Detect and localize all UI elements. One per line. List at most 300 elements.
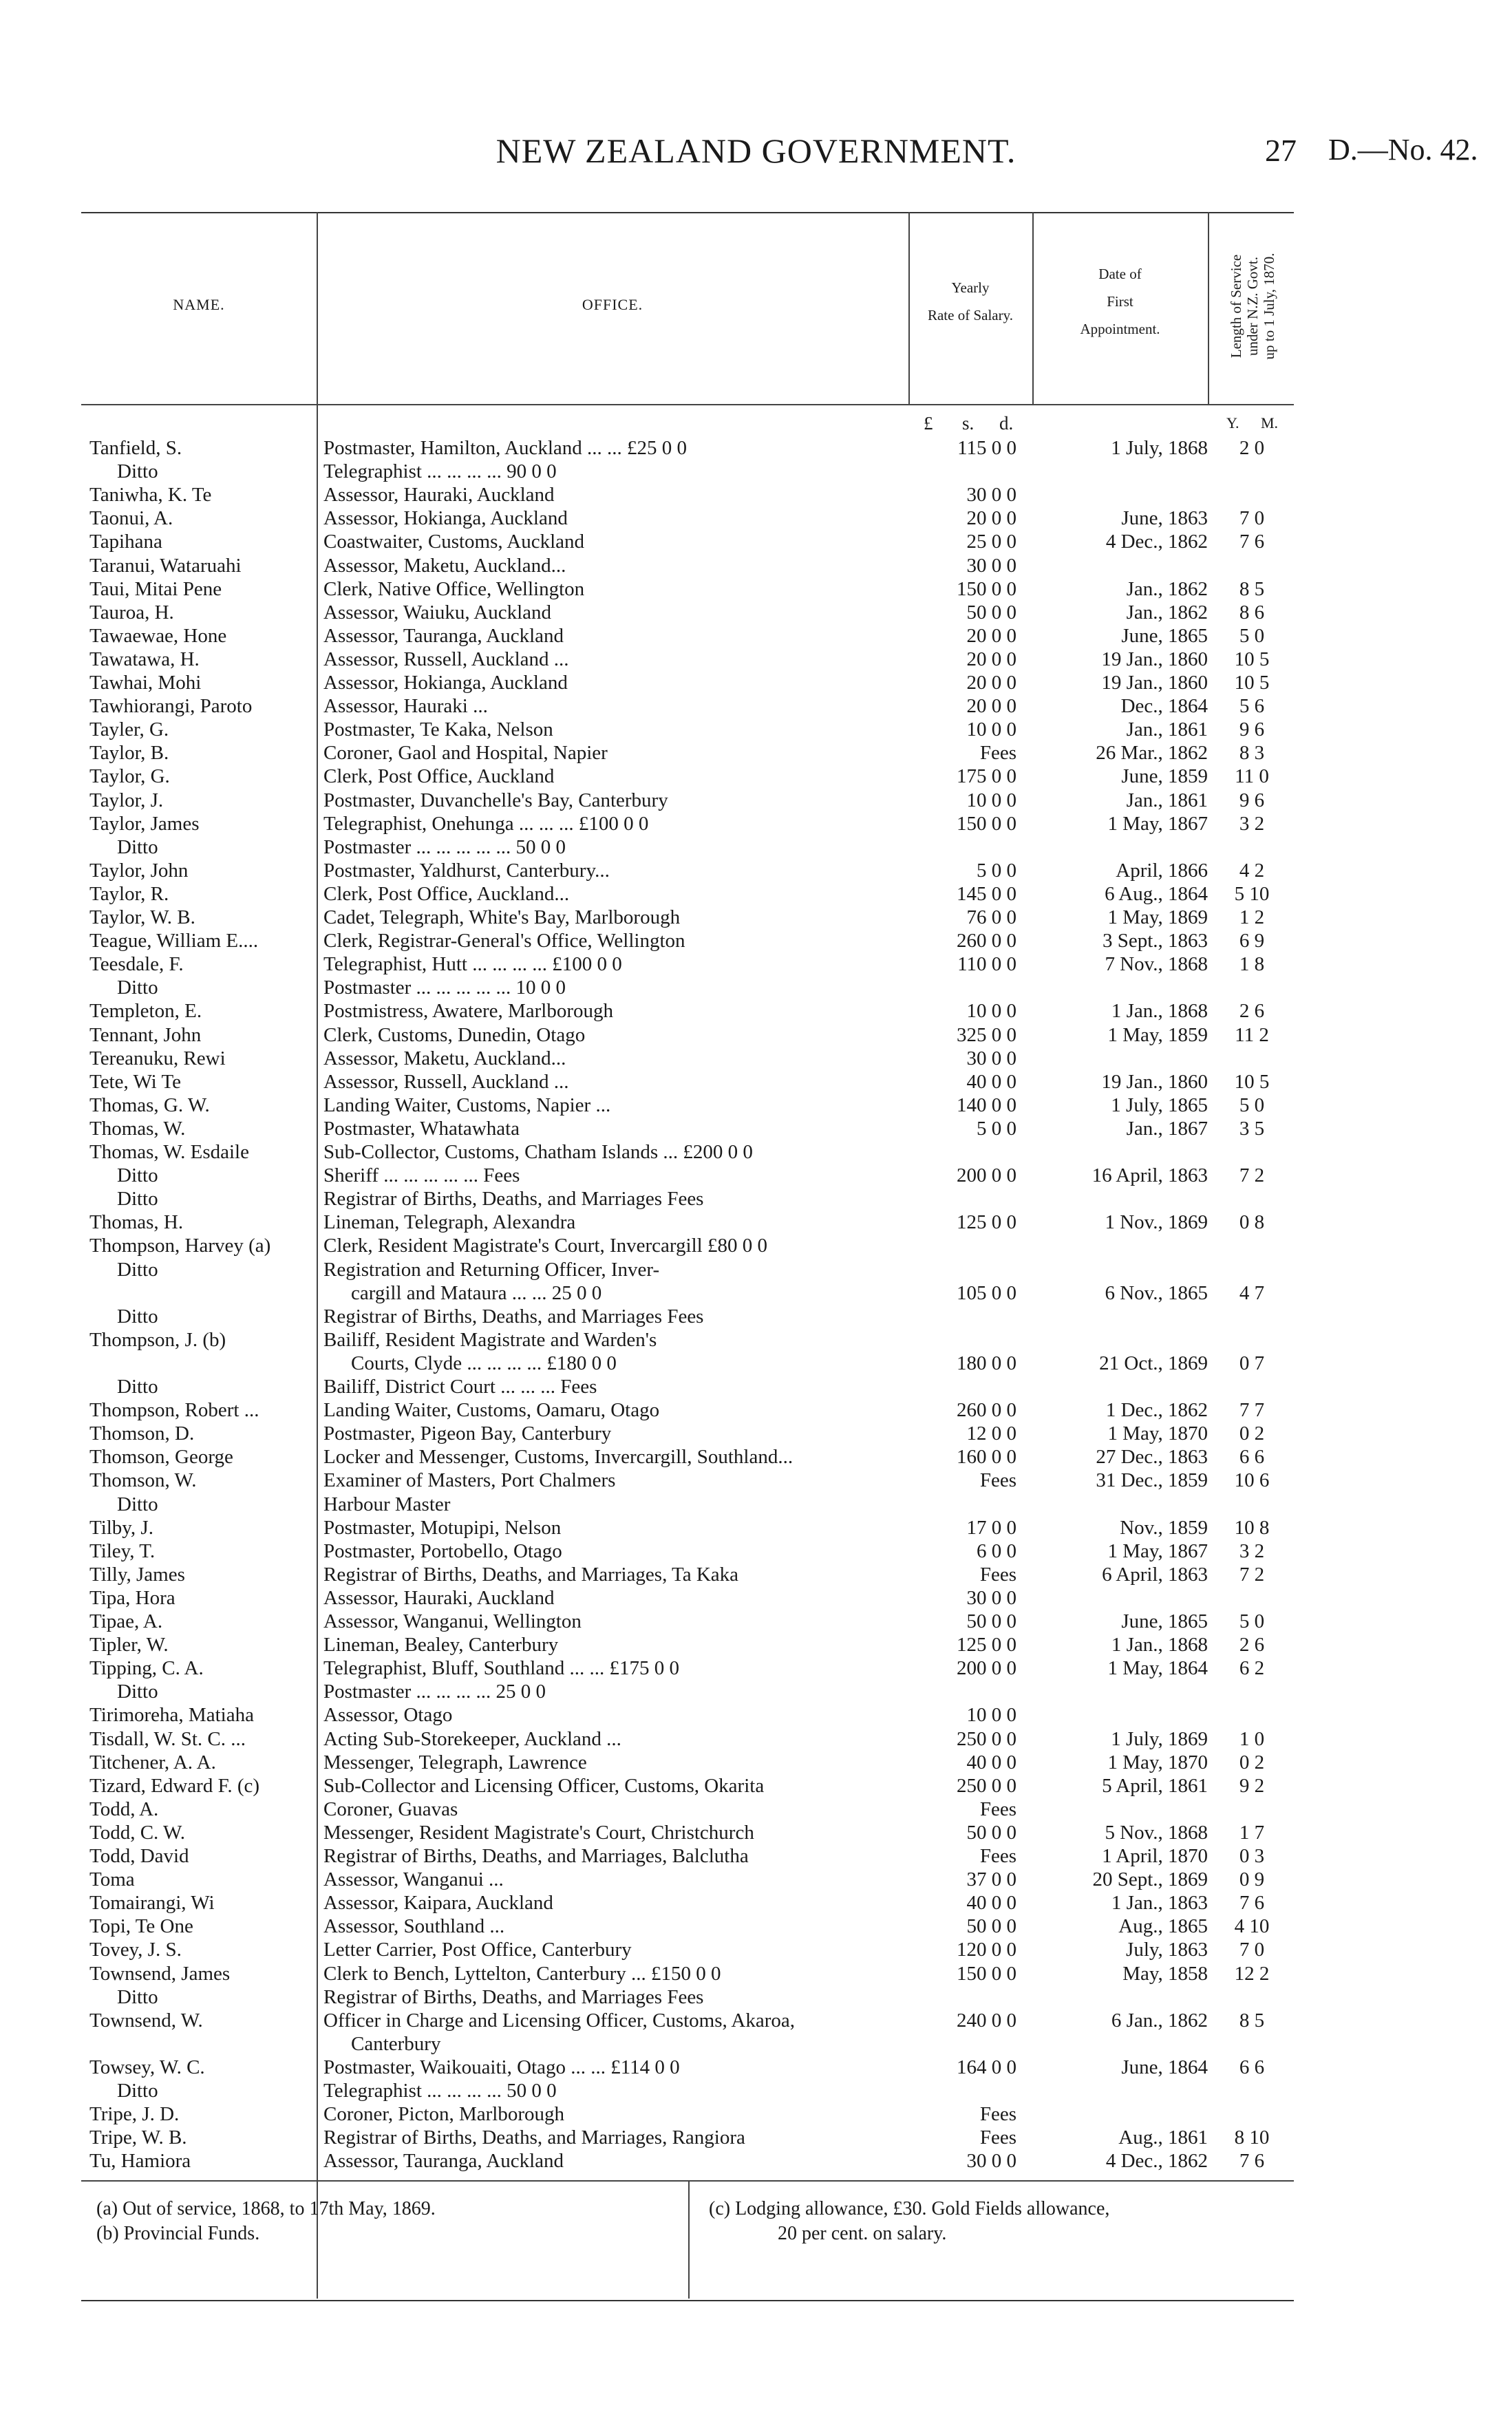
row-service: 6 9 [1239, 930, 1265, 952]
row-service: 6 2 [1239, 1657, 1265, 1680]
table-row [0, 601, 1512, 624]
row-office: Telegraphist ... ... ... ... 50 0 0 [323, 2080, 557, 2102]
row-date: 1 May, 1870 [1107, 1422, 1208, 1445]
row-name: Taylor, John [89, 859, 189, 882]
row-date: July, 1863 [1126, 1939, 1208, 1961]
row-service: 5 10 [1234, 882, 1270, 905]
row-office: Acting Sub-Storekeeper, Auckland ... [323, 1727, 621, 1750]
table-row [0, 2009, 1512, 2032]
row-service: 0 2 [1239, 1422, 1265, 1445]
row-name: Ditto [117, 1376, 158, 1398]
row-office: Lineman, Telegraph, Alexandra [323, 1211, 576, 1234]
row-service: 2 6 [1239, 1000, 1265, 1023]
row-date: May, 1858 [1122, 1962, 1208, 1985]
table-row [0, 789, 1512, 812]
row-name: Tete, Wi Te [89, 1070, 182, 1093]
row-salary: 200 0 0 [957, 1164, 1016, 1187]
row-office: Postmaster, Waikouaiti, Otago ... ... £114 0 0 [323, 2056, 680, 2078]
row-service: 0 3 [1239, 1845, 1265, 1867]
row-name: Ditto [117, 460, 158, 483]
table-row [0, 1656, 1512, 1680]
table-row [0, 2149, 1512, 2173]
row-name: Tapihana [89, 531, 162, 553]
row-date: 1 April, 1870 [1102, 1845, 1208, 1867]
row-office: Assessor, Russell, Auckland ... [323, 1070, 569, 1093]
row-name: Taylor, G. [89, 765, 170, 788]
row-salary: 30 0 0 [966, 1586, 1016, 1609]
row-date: 21 Oct., 1869 [1099, 1352, 1208, 1374]
column-header-name: NAME. [173, 296, 225, 313]
table-row [0, 554, 1512, 577]
row-service: 8 10 [1234, 2127, 1270, 2149]
row-office: Telegraphist ... ... ... ... 90 0 0 [323, 460, 557, 483]
row-office: Assessor, Tauranga, Auckland [323, 624, 564, 647]
row-service: 5 6 [1239, 695, 1265, 718]
row-name: Titchener, A. A. [89, 1751, 216, 1773]
row-name: Ditto [117, 977, 158, 999]
table-row [0, 1586, 1512, 1610]
row-name: Tawhai, Mohi [89, 672, 202, 694]
row-service: 1 8 [1239, 953, 1265, 976]
row-service: 0 7 [1239, 1352, 1265, 1374]
row-name: Tirimoreha, Matiaha [89, 1704, 254, 1727]
service-header-line1: Length of Service [1228, 254, 1244, 359]
header-rule [81, 404, 1294, 405]
footnote-right [709, 2197, 1280, 2246]
row-name: Thompson, Harvey (a) [89, 1235, 271, 1257]
row-date: 1 May, 1869 [1107, 906, 1208, 928]
table-row [0, 1798, 1512, 1821]
row-date: 1 July, 1869 [1111, 1727, 1208, 1750]
row-salary: 110 0 0 [957, 953, 1016, 976]
table-row [0, 1094, 1512, 1117]
row-salary: 260 0 0 [957, 1399, 1016, 1422]
row-office: Assessor, Hauraki, Auckland [323, 1586, 555, 1609]
table-row [0, 1117, 1512, 1140]
row-salary: 180 0 0 [957, 1352, 1016, 1374]
row-service: 9 6 [1239, 718, 1265, 741]
row-office: Courts, Clyde ... ... ... ... £180 0 0 [351, 1352, 617, 1374]
row-office: Assessor, Hauraki, Auckland [323, 484, 555, 507]
row-service: 1 2 [1239, 906, 1265, 928]
table-row [0, 624, 1512, 648]
row-office: Coroner, Gaol and Hospital, Napier [323, 742, 608, 765]
row-service: 5 0 [1239, 1094, 1265, 1116]
table-row [0, 1258, 1512, 1281]
row-salary: Fees [979, 1563, 1016, 1586]
table-row [0, 1938, 1512, 1961]
row-date: 1 Jan., 1868 [1111, 1000, 1208, 1023]
row-name: Tisdall, W. St. C. ... [89, 1727, 246, 1750]
date-header-line2: First [1107, 293, 1133, 310]
row-name: Ditto [117, 835, 158, 858]
row-date: Jan., 1861 [1126, 718, 1208, 741]
row-name: Towsey, W. C. [89, 2056, 205, 2078]
table-row [0, 2056, 1512, 2079]
row-name: Ditto [117, 1985, 158, 2008]
row-service: 6 6 [1239, 1446, 1265, 1469]
row-office: Postmaster, Duvanchelle's Bay, Canterbury [323, 789, 668, 811]
table-row [0, 1493, 1512, 1516]
row-office: Clerk, Customs, Dunedin, Otago [323, 1023, 586, 1046]
row-office: Postmaster ... ... ... ... 25 0 0 [323, 1681, 546, 1703]
row-office: Clerk, Native Office, Wellington [323, 577, 585, 600]
row-name: Thomas, G. W. [89, 1094, 210, 1116]
row-name: Ditto [117, 1188, 158, 1211]
row-date: 1 July, 1865 [1111, 1094, 1208, 1116]
row-salary: 250 0 0 [957, 1774, 1016, 1797]
table-row [0, 694, 1512, 718]
row-date: 1 Jan., 1868 [1111, 1634, 1208, 1656]
row-office: Assessor, Hokianga, Auckland [323, 672, 568, 694]
row-office: Assessor, Hokianga, Auckland [323, 507, 568, 530]
row-salary: Fees [979, 1845, 1016, 1867]
table-row [0, 1070, 1512, 1094]
row-date: 6 April, 1863 [1102, 1563, 1208, 1586]
row-office: Telegraphist, Bluff, Southland ... ... £175 0 0 [323, 1657, 679, 1680]
row-name: Tereanuku, Rewi [89, 1047, 226, 1069]
row-service: 11 2 [1235, 1023, 1269, 1046]
row-office: Registrar of Births, Deaths, and Marriages Fees [323, 1305, 704, 1328]
row-name: Thomson, D. [89, 1422, 195, 1445]
column-header-office: OFFICE. [582, 296, 643, 313]
footnote-left [96, 2197, 674, 2246]
row-salary: 40 0 0 [966, 1892, 1016, 1915]
row-office: Sheriff ... ... ... ... ... Fees [323, 1164, 520, 1187]
row-date: June, 1865 [1121, 1610, 1208, 1632]
row-date: Nov., 1859 [1120, 1516, 1208, 1539]
row-service: 10 5 [1234, 672, 1270, 694]
divider-date-service [1208, 212, 1209, 405]
row-office: Clerk, Post Office, Auckland [323, 765, 555, 788]
table-row [0, 483, 1512, 507]
row-service: 3 5 [1239, 1117, 1265, 1140]
table-row [0, 1422, 1512, 1445]
row-name: Ditto [117, 1258, 158, 1281]
column-header-date [1032, 260, 1208, 343]
row-office: Sub-Collector and Licensing Officer, Customs, Okarita [323, 1774, 765, 1797]
row-date: 19 Jan., 1860 [1101, 648, 1208, 670]
row-service: 7 6 [1239, 2150, 1265, 2173]
row-office: Bailiff, District Court ... ... ... Fees [323, 1376, 597, 1398]
row-date: 6 Nov., 1865 [1105, 1281, 1208, 1304]
row-salary: 20 0 0 [966, 648, 1016, 670]
row-salary: 125 0 0 [957, 1634, 1016, 1656]
table-row [0, 1891, 1512, 1915]
row-service: 3 2 [1239, 812, 1265, 835]
row-salary: 50 0 0 [966, 601, 1016, 624]
table-row [0, 1985, 1512, 2009]
row-salary: 30 0 0 [966, 554, 1016, 577]
row-office: Assessor, Russell, Auckland ... [323, 648, 569, 670]
table-row [0, 1305, 1512, 1328]
date-header-line1: Date of [1098, 266, 1142, 282]
row-service: 10 5 [1234, 1070, 1270, 1093]
row-name: Teesdale, F. [89, 953, 184, 976]
row-salary: 50 0 0 [966, 1915, 1016, 1938]
row-office: Letter Carrier, Post Office, Canterbury [323, 1939, 632, 1961]
row-name: Todd, C. W. [89, 1821, 185, 1844]
row-date: 31 Dec., 1859 [1096, 1469, 1208, 1492]
row-salary: 12 0 0 [966, 1422, 1016, 1445]
table-row [0, 1164, 1512, 1187]
row-date: 6 Jan., 1862 [1111, 2009, 1208, 2032]
row-date: June, 1865 [1121, 624, 1208, 647]
table-row [0, 976, 1512, 999]
row-office: Clerk to Bench, Lyttelton, Canterbury ... £150 0 0 [323, 1962, 721, 1985]
row-name: Taylor, James [89, 812, 200, 835]
footnote-b: (b) Provincial Funds. [96, 2223, 260, 2244]
table-row [0, 1610, 1512, 1633]
row-name: Ditto [117, 1681, 158, 1703]
row-salary: 125 0 0 [957, 1211, 1016, 1234]
row-service: 9 6 [1239, 789, 1265, 811]
row-service: 2 0 [1239, 437, 1265, 459]
row-office: Postmistress, Awatere, Marlborough [323, 1000, 614, 1023]
row-name: Taniwha, K. Te [89, 484, 212, 507]
row-name: Tizard, Edward F. (c) [89, 1774, 260, 1797]
table-row [0, 648, 1512, 671]
footnote-c-line1: (c) Lodging allowance, £30. Gold Fields allowance, [709, 2198, 1110, 2219]
row-service: 7 0 [1239, 1939, 1265, 1961]
table-row [0, 741, 1512, 765]
footnote-a: (a) Out of service, 1868, to 17th May, 1869. [96, 2198, 436, 2219]
row-office: Examiner of Masters, Port Chalmers [323, 1469, 616, 1492]
table-row [0, 1680, 1512, 1703]
table-row [0, 859, 1512, 882]
row-name: Ditto [117, 2080, 158, 2102]
row-office: Postmaster ... ... ... ... ... 10 0 0 [323, 977, 566, 999]
service-header-line2: under N.Z. Govt. [1244, 256, 1261, 356]
footnote-divider [688, 2180, 690, 2299]
row-date: 16 April, 1863 [1092, 1164, 1208, 1187]
table-row [0, 1398, 1512, 1422]
table-row [0, 1281, 1512, 1305]
row-salary: 260 0 0 [957, 930, 1016, 952]
row-date: 1 Dec., 1862 [1105, 1399, 1208, 1422]
row-salary: 145 0 0 [957, 882, 1016, 905]
table-row [0, 507, 1512, 530]
table-row [0, 577, 1512, 601]
row-salary: 40 0 0 [966, 1751, 1016, 1773]
table-row [0, 1047, 1512, 1070]
row-name: Tanfield, S. [89, 437, 182, 459]
row-service: 11 0 [1235, 765, 1269, 788]
row-name: Tovey, J. S. [89, 1939, 182, 1961]
page-number: 27 [1265, 133, 1297, 168]
row-office: Coroner, Guavas [323, 1798, 458, 1820]
row-service: 10 8 [1234, 1516, 1270, 1539]
table-row [0, 1516, 1512, 1539]
row-salary: Fees [979, 1469, 1016, 1492]
row-salary: 240 0 0 [957, 2009, 1016, 2032]
row-date: 1 May, 1867 [1107, 812, 1208, 835]
row-name: Tipping, C. A. [89, 1657, 204, 1680]
table-row [0, 1445, 1512, 1469]
row-salary: 50 0 0 [966, 1610, 1016, 1632]
row-service: 10 5 [1234, 648, 1270, 670]
row-office: Postmaster, Portobello, Otago [323, 1539, 562, 1562]
table-row [0, 1633, 1512, 1656]
row-name: Thompson, Robert ... [89, 1399, 259, 1422]
row-salary: Fees [979, 742, 1016, 765]
row-office: Clerk, Registrar-General's Office, Wellington [323, 930, 685, 952]
row-office: cargill and Mataura ... ... 25 0 0 [351, 1281, 602, 1304]
row-date: Jan., 1867 [1126, 1117, 1208, 1140]
table-row [0, 1563, 1512, 1586]
row-date: June, 1859 [1121, 765, 1208, 788]
row-date: 5 April, 1861 [1102, 1774, 1208, 1797]
row-service: 9 2 [1239, 1774, 1265, 1797]
row-name: Toma [89, 1868, 135, 1891]
row-name: Tauroa, H. [89, 601, 174, 624]
row-name: Tripe, J. D. [89, 2103, 180, 2126]
row-salary: 10 0 0 [966, 1704, 1016, 1727]
row-office: Coroner, Picton, Marlborough [323, 2103, 565, 2126]
unit-months: M. [1261, 414, 1279, 431]
table-row [0, 1727, 1512, 1751]
row-office: Postmaster, Hamilton, Auckland ... ... £25 0 0 [323, 437, 688, 459]
row-service: 8 5 [1239, 2009, 1265, 2032]
row-name: Todd, David [89, 1845, 189, 1867]
row-name: Ditto [117, 1164, 158, 1187]
row-date: 26 Mar., 1862 [1096, 742, 1208, 765]
row-name: Tawatawa, H. [89, 648, 200, 670]
row-office: Registration and Returning Officer, Inver- [323, 1258, 660, 1281]
row-office: Postmaster, Te Kaka, Nelson [323, 718, 553, 741]
row-office: Messenger, Resident Magistrate's Court, Christchurch [323, 1821, 754, 1844]
row-service: 0 2 [1239, 1751, 1265, 1773]
table-row [0, 1821, 1512, 1844]
row-date: 1 May, 1870 [1107, 1751, 1208, 1773]
row-salary: 30 0 0 [966, 2150, 1016, 2173]
unit-pence: d. [999, 413, 1014, 434]
row-date: 19 Jan., 1860 [1101, 672, 1208, 694]
row-office: Postmaster, Whatawhata [323, 1117, 520, 1140]
row-date: 27 Dec., 1863 [1096, 1446, 1208, 1469]
row-salary: 17 0 0 [966, 1516, 1016, 1539]
table-row [0, 952, 1512, 976]
row-date: Aug., 1865 [1118, 1915, 1208, 1938]
row-salary: 10 0 0 [966, 789, 1016, 811]
row-salary: 37 0 0 [966, 1868, 1016, 1891]
row-office: Assessor, Wanganui ... [323, 1868, 504, 1891]
row-name: Todd, A. [89, 1798, 159, 1820]
row-salary: 200 0 0 [957, 1657, 1016, 1680]
row-name: Taylor, W. B. [89, 906, 195, 928]
row-service: 7 6 [1239, 531, 1265, 553]
service-header-line3: up to 1 July, 1870. [1261, 253, 1277, 360]
row-service: 10 6 [1234, 1469, 1270, 1492]
row-salary: 20 0 0 [966, 507, 1016, 530]
row-salary: 50 0 0 [966, 1821, 1016, 1844]
row-service: 7 6 [1239, 1892, 1265, 1915]
date-header-line3: Appointment. [1080, 321, 1160, 337]
row-name: Tilby, J. [89, 1516, 153, 1539]
row-name: Tawhiorangi, Paroto [89, 695, 253, 718]
row-date: 4 Dec., 1862 [1105, 531, 1208, 553]
row-office: Assessor, Maketu, Auckland... [323, 554, 566, 577]
column-header-salary [908, 274, 1032, 329]
table-row [0, 1328, 1512, 1352]
row-office: Messenger, Telegraph, Lawrence [323, 1751, 587, 1773]
row-service: 0 8 [1239, 1211, 1265, 1234]
row-salary: Fees [979, 1798, 1016, 1820]
row-office: Postmaster, Yaldhurst, Canterbury... [323, 859, 610, 882]
row-salary: 40 0 0 [966, 1070, 1016, 1093]
row-service: 5 0 [1239, 624, 1265, 647]
row-name: Tipae, A. [89, 1610, 163, 1632]
row-office: Registrar of Births, Deaths, and Marriages Fees [323, 1188, 704, 1211]
row-office: Landing Waiter, Customs, Napier ... [323, 1094, 611, 1116]
row-salary: 120 0 0 [957, 1939, 1016, 1961]
row-salary: Fees [979, 2127, 1016, 2149]
row-name: Taylor, J. [89, 789, 164, 811]
row-office: Landing Waiter, Customs, Oamaru, Otago [323, 1399, 660, 1422]
table-row [0, 1703, 1512, 1727]
row-name: Tilly, James [89, 1563, 185, 1586]
row-service: 7 7 [1239, 1399, 1265, 1422]
row-salary: 150 0 0 [957, 812, 1016, 835]
row-office: Assessor, Southland ... [323, 1915, 505, 1938]
table-row [0, 999, 1512, 1023]
row-service: 4 7 [1239, 1281, 1265, 1304]
row-salary: 160 0 0 [957, 1446, 1016, 1469]
row-date: 19 Jan., 1860 [1101, 1070, 1208, 1093]
row-salary: 20 0 0 [966, 695, 1016, 718]
table-row [0, 1774, 1512, 1798]
row-name: Tipler, W. [89, 1634, 169, 1656]
table-row [0, 436, 1512, 460]
row-office: Coastwaiter, Customs, Auckland [323, 531, 585, 553]
row-date: 7 Nov., 1868 [1105, 953, 1208, 976]
row-salary: 105 0 0 [957, 1281, 1016, 1304]
row-name: Thompson, J. (b) [89, 1328, 226, 1351]
unit-years: Y. [1226, 414, 1239, 431]
table-row [0, 2126, 1512, 2149]
row-office: Locker and Messenger, Customs, Invercargill, Southland... [323, 1446, 794, 1469]
table-row [0, 1211, 1512, 1234]
table-row [0, 2079, 1512, 2102]
row-office: Clerk, Post Office, Auckland... [323, 882, 570, 905]
row-name: Tomairangi, Wi [89, 1892, 215, 1915]
row-name: Topi, Te One [89, 1915, 193, 1938]
row-date: 1 Jan., 1863 [1111, 1892, 1208, 1915]
row-office: Telegraphist, Onehunga ... ... ... £100 0 0 [323, 812, 649, 835]
row-service: 4 10 [1234, 1915, 1270, 1938]
row-date: Jan., 1862 [1126, 577, 1208, 600]
row-date: Aug., 1861 [1118, 2127, 1208, 2149]
unit-pounds: £ [924, 413, 933, 434]
row-salary: 140 0 0 [957, 1094, 1016, 1116]
row-date: 5 Nov., 1868 [1105, 1821, 1208, 1844]
row-name: Taonui, A. [89, 507, 173, 530]
table-row [0, 1868, 1512, 1891]
table-row [0, 1751, 1512, 1774]
row-salary: 5 0 0 [977, 1117, 1016, 1140]
row-name: Thomas, H. [89, 1211, 184, 1234]
row-service: 8 5 [1239, 577, 1265, 600]
row-office: Registrar of Births, Deaths, and Marriages Fees [323, 1985, 704, 2008]
row-salary: 250 0 0 [957, 1727, 1016, 1750]
row-office: Officer in Charge and Licensing Officer, Customs, Akaroa, [323, 2009, 795, 2032]
row-service: 5 0 [1239, 1610, 1265, 1632]
table-row [0, 1375, 1512, 1398]
row-service: 7 2 [1239, 1563, 1265, 1586]
row-office: Assessor, Wanganui, Wellington [323, 1610, 582, 1632]
row-service: 7 2 [1239, 1164, 1265, 1187]
table-row [0, 1962, 1512, 1985]
